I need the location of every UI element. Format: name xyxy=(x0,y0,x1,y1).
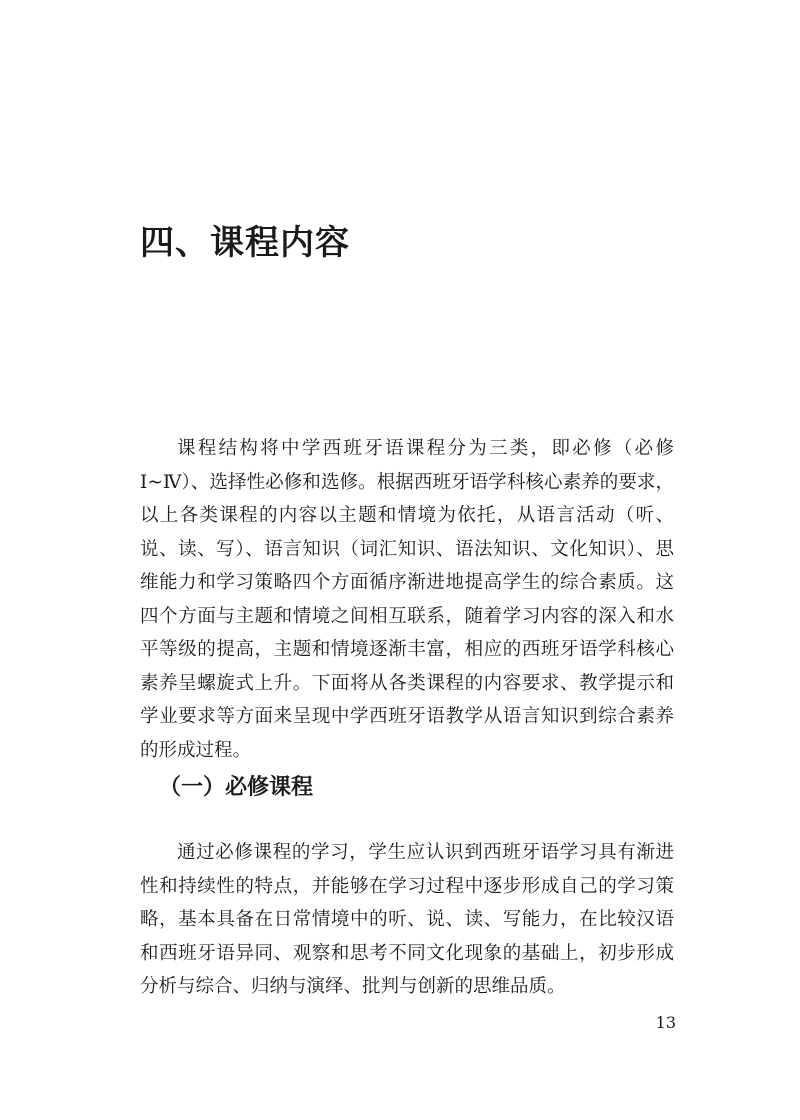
chapter-title: 四、课程内容 xyxy=(140,223,350,263)
intro-paragraph: 课程结构将中学西班牙语课程分为三类，即必修（必修Ⅰ~Ⅳ）、选择性必修和选修。根据西班牙语学科核心素养的要求，以上各类课程的内容以主题和情境为依托，从语言活动（听、说、读、写）、语言知识（词汇知识、语法知识、文化知识）、思维能力和学习策略四个方面循序渐进地提高学生的综合素质。这四个方面与主题和情境之间相互联系，随着学习内容的深入和水平等级的提高，主题和情境逐渐丰富，相应的西班牙语学科核心素养呈螺旋式上升。下面将从各类课程的内容要求、教学提示和学业要求等方面来呈现中学西班牙语教学从语言知识到综合素养的形成过程。 xyxy=(140,438,674,761)
section-heading: （一）必修课程 xyxy=(159,775,314,800)
section-paragraph: 通过必修课程的学习，学生应认识到西班牙语学习具有渐进性和持续性的特点，并能够在学习过程中逐步形成自己的学习策略，基本具备在日常情境中的听、说、读、写能力，在比较汉语和西班牙语异同、观察和思考不同文化现象的基础上，初步形成分析与综合、归纳与演绎、批判与创新的思维品质。 xyxy=(140,842,674,997)
page-number: 13 xyxy=(655,1013,676,1032)
